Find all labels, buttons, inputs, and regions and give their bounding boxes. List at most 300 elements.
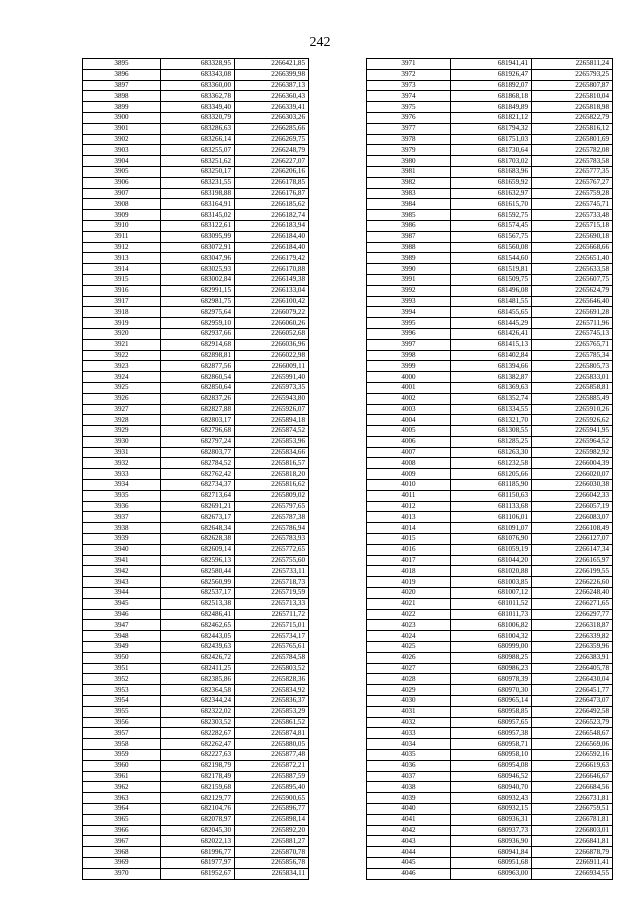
x-coordinate-cell: 683198,88 xyxy=(161,188,235,199)
point-number-cell: 3952 xyxy=(83,674,161,685)
point-number-cell: 3991 xyxy=(367,274,451,285)
x-coordinate-cell: 681952,67 xyxy=(161,868,235,879)
point-number-cell: 3938 xyxy=(83,523,161,534)
x-coordinate-cell: 681683,96 xyxy=(451,166,532,177)
table-row xyxy=(367,156,613,167)
x-coordinate-cell: 681730,64 xyxy=(451,145,532,156)
x-coordinate-cell: 682959,10 xyxy=(161,318,235,329)
table-row xyxy=(83,598,309,609)
y-coordinate-cell: 2266592,16 xyxy=(532,750,613,761)
y-coordinate-cell: 2266183,94 xyxy=(235,220,309,231)
y-coordinate-cell: 2266523,79 xyxy=(532,717,613,728)
y-coordinate-cell: 2265715,01 xyxy=(235,620,309,631)
y-coordinate-cell: 2265874,52 xyxy=(235,426,309,437)
x-coordinate-cell: 683047,96 xyxy=(161,253,235,264)
y-coordinate-cell: 2265646,40 xyxy=(532,296,613,307)
table-row xyxy=(83,674,309,685)
y-coordinate-cell: 2265715,18 xyxy=(532,220,613,231)
y-coordinate-cell: 2266911,41 xyxy=(532,857,613,868)
table-row xyxy=(83,717,309,728)
table-row xyxy=(367,642,613,653)
y-coordinate-cell: 2266731,81 xyxy=(532,793,613,804)
y-coordinate-cell: 2265816,57 xyxy=(235,458,309,469)
point-number-cell: 3914 xyxy=(83,264,161,275)
y-coordinate-cell: 2266473,07 xyxy=(532,696,613,707)
table-row xyxy=(367,847,613,858)
point-number-cell: 3946 xyxy=(83,609,161,620)
table-row xyxy=(83,750,309,761)
table-row xyxy=(83,102,309,113)
y-coordinate-cell: 2265765,61 xyxy=(235,642,309,653)
point-number-cell: 3917 xyxy=(83,296,161,307)
table-row xyxy=(367,350,613,361)
table-row xyxy=(367,739,613,750)
y-coordinate-cell: 2265818,98 xyxy=(532,102,613,113)
x-coordinate-cell: 683320,79 xyxy=(161,112,235,123)
y-coordinate-cell: 2265745,13 xyxy=(532,328,613,339)
point-number-cell: 3936 xyxy=(83,501,161,512)
table-row xyxy=(83,501,309,512)
y-coordinate-cell: 2266179,42 xyxy=(235,253,309,264)
x-coordinate-cell: 681133,68 xyxy=(451,501,532,512)
table-row xyxy=(83,620,309,631)
point-number-cell: 4017 xyxy=(367,555,451,566)
point-number-cell: 3971 xyxy=(367,59,451,70)
point-number-cell: 3924 xyxy=(83,372,161,383)
table-row xyxy=(367,480,613,491)
x-coordinate-cell: 680963,00 xyxy=(451,868,532,879)
table-row xyxy=(83,123,309,134)
point-number-cell: 3970 xyxy=(83,868,161,879)
y-coordinate-cell: 2266383,91 xyxy=(532,652,613,663)
x-coordinate-cell: 681703,02 xyxy=(451,156,532,167)
point-number-cell: 4007 xyxy=(367,447,451,458)
point-number-cell: 3993 xyxy=(367,296,451,307)
table-row xyxy=(83,652,309,663)
coordinates-table-body xyxy=(367,59,613,880)
x-coordinate-cell: 681892,07 xyxy=(451,80,532,91)
table-row xyxy=(83,145,309,156)
table-row xyxy=(367,836,613,847)
y-coordinate-cell: 2266036,96 xyxy=(235,339,309,350)
point-number-cell: 3942 xyxy=(83,566,161,577)
point-number-cell: 3963 xyxy=(83,793,161,804)
x-coordinate-cell: 680951,68 xyxy=(451,857,532,868)
x-coordinate-cell: 681977,97 xyxy=(161,857,235,868)
table-row xyxy=(83,469,309,480)
table-row xyxy=(83,328,309,339)
x-coordinate-cell: 681232,58 xyxy=(451,458,532,469)
y-coordinate-cell: 2265870,78 xyxy=(235,847,309,858)
point-number-cell: 3903 xyxy=(83,145,161,156)
x-coordinate-cell: 682762,42 xyxy=(161,469,235,480)
table-row xyxy=(367,782,613,793)
point-number-cell: 4043 xyxy=(367,836,451,847)
x-coordinate-cell: 681106,01 xyxy=(451,512,532,523)
point-number-cell: 3943 xyxy=(83,577,161,588)
y-coordinate-cell: 2266781,81 xyxy=(532,814,613,825)
x-coordinate-cell: 681821,12 xyxy=(451,112,532,123)
point-number-cell: 4013 xyxy=(367,512,451,523)
coordinates-table-left xyxy=(82,58,309,880)
y-coordinate-cell: 2265777,35 xyxy=(532,166,613,177)
point-number-cell: 4000 xyxy=(367,372,451,383)
y-coordinate-cell: 2266387,13 xyxy=(235,80,309,91)
point-number-cell: 4037 xyxy=(367,771,451,782)
table-row xyxy=(367,868,613,879)
y-coordinate-cell: 2265816,12 xyxy=(532,123,613,134)
table-row xyxy=(367,652,613,663)
x-coordinate-cell: 682385,86 xyxy=(161,674,235,685)
table-row xyxy=(83,361,309,372)
x-coordinate-cell: 681455,65 xyxy=(451,307,532,318)
point-number-cell: 4021 xyxy=(367,598,451,609)
point-number-cell: 3985 xyxy=(367,210,451,221)
point-number-cell: 4011 xyxy=(367,490,451,501)
y-coordinate-cell: 2265894,18 xyxy=(235,415,309,426)
y-coordinate-cell: 2266226,60 xyxy=(532,577,613,588)
table-row xyxy=(83,156,309,167)
table-row xyxy=(83,663,309,674)
x-coordinate-cell: 681632,97 xyxy=(451,188,532,199)
point-number-cell: 3965 xyxy=(83,814,161,825)
table-row xyxy=(83,458,309,469)
point-number-cell: 3987 xyxy=(367,231,451,242)
y-coordinate-cell: 2265755,60 xyxy=(235,555,309,566)
point-number-cell: 4034 xyxy=(367,739,451,750)
y-coordinate-cell: 2265898,14 xyxy=(235,814,309,825)
x-coordinate-cell: 682673,17 xyxy=(161,512,235,523)
y-coordinate-cell: 2266147,34 xyxy=(532,544,613,555)
x-coordinate-cell: 681308,55 xyxy=(451,426,532,437)
x-coordinate-cell: 680999,00 xyxy=(451,642,532,653)
y-coordinate-cell: 2265805,73 xyxy=(532,361,613,372)
x-coordinate-cell: 682914,68 xyxy=(161,339,235,350)
table-row xyxy=(83,803,309,814)
point-number-cell: 3953 xyxy=(83,685,161,696)
point-number-cell: 3990 xyxy=(367,264,451,275)
table-row xyxy=(367,123,613,134)
y-coordinate-cell: 2266042,33 xyxy=(532,490,613,501)
y-coordinate-cell: 2266178,85 xyxy=(235,177,309,188)
y-coordinate-cell: 2266303,26 xyxy=(235,112,309,123)
table-row xyxy=(83,307,309,318)
y-coordinate-cell: 2265783,93 xyxy=(235,534,309,545)
table-row xyxy=(367,372,613,383)
y-coordinate-cell: 2265833,01 xyxy=(532,372,613,383)
x-coordinate-cell: 681509,75 xyxy=(451,274,532,285)
point-number-cell: 3897 xyxy=(83,80,161,91)
point-number-cell: 3939 xyxy=(83,534,161,545)
point-number-cell: 3988 xyxy=(367,242,451,253)
y-coordinate-cell: 2266759,51 xyxy=(532,803,613,814)
point-number-cell: 3966 xyxy=(83,825,161,836)
x-coordinate-cell: 681334,55 xyxy=(451,404,532,415)
y-coordinate-cell: 2265818,20 xyxy=(235,469,309,480)
table-row xyxy=(83,857,309,868)
point-number-cell: 3978 xyxy=(367,134,451,145)
table-row xyxy=(367,404,613,415)
point-number-cell: 3947 xyxy=(83,620,161,631)
x-coordinate-cell: 683251,62 xyxy=(161,156,235,167)
point-number-cell: 3913 xyxy=(83,253,161,264)
y-coordinate-cell: 2266646,67 xyxy=(532,771,613,782)
table-row xyxy=(367,523,613,534)
table-row xyxy=(367,555,613,566)
coordinates-table-right xyxy=(366,58,613,880)
y-coordinate-cell: 2265785,34 xyxy=(532,350,613,361)
x-coordinate-cell: 682796,68 xyxy=(161,426,235,437)
y-coordinate-cell: 2266176,87 xyxy=(235,188,309,199)
table-row xyxy=(367,458,613,469)
x-coordinate-cell: 683122,61 xyxy=(161,220,235,231)
point-number-cell: 3962 xyxy=(83,782,161,793)
coordinates-table-body xyxy=(83,59,309,880)
point-number-cell: 4008 xyxy=(367,458,451,469)
y-coordinate-cell: 2265816,62 xyxy=(235,480,309,491)
point-number-cell: 4044 xyxy=(367,847,451,858)
table-row xyxy=(83,555,309,566)
y-coordinate-cell: 2265809,02 xyxy=(235,490,309,501)
point-number-cell: 4041 xyxy=(367,814,451,825)
y-coordinate-cell: 2265885,49 xyxy=(532,393,613,404)
x-coordinate-cell: 682991,15 xyxy=(161,285,235,296)
y-coordinate-cell: 2266421,85 xyxy=(235,59,309,70)
y-coordinate-cell: 2265926,62 xyxy=(532,415,613,426)
table-row xyxy=(367,382,613,393)
y-coordinate-cell: 2266149,38 xyxy=(235,274,309,285)
point-number-cell: 3973 xyxy=(367,80,451,91)
x-coordinate-cell: 682486,41 xyxy=(161,609,235,620)
x-coordinate-cell: 680954,08 xyxy=(451,760,532,771)
y-coordinate-cell: 2265784,58 xyxy=(235,652,309,663)
y-coordinate-cell: 2266934,55 xyxy=(532,868,613,879)
x-coordinate-cell: 681011,52 xyxy=(451,598,532,609)
point-number-cell: 3994 xyxy=(367,307,451,318)
y-coordinate-cell: 2266841,81 xyxy=(532,836,613,847)
x-coordinate-cell: 682227,63 xyxy=(161,750,235,761)
point-number-cell: 4028 xyxy=(367,674,451,685)
point-number-cell: 4046 xyxy=(367,868,451,879)
table-row xyxy=(367,620,613,631)
table-row xyxy=(367,102,613,113)
point-number-cell: 3934 xyxy=(83,480,161,491)
point-number-cell: 3976 xyxy=(367,112,451,123)
y-coordinate-cell: 2265786,94 xyxy=(235,523,309,534)
x-coordinate-cell: 681996,77 xyxy=(161,847,235,858)
y-coordinate-cell: 2265861,52 xyxy=(235,717,309,728)
table-row xyxy=(83,836,309,847)
y-coordinate-cell: 2265733,48 xyxy=(532,210,613,221)
y-coordinate-cell: 2266083,07 xyxy=(532,512,613,523)
x-coordinate-cell: 680965,14 xyxy=(451,696,532,707)
table-row xyxy=(83,231,309,242)
point-number-cell: 4032 xyxy=(367,717,451,728)
y-coordinate-cell: 2265880,05 xyxy=(235,739,309,750)
point-number-cell: 3940 xyxy=(83,544,161,555)
x-coordinate-cell: 683328,95 xyxy=(161,59,235,70)
x-coordinate-cell: 682045,30 xyxy=(161,825,235,836)
table-row xyxy=(367,210,613,221)
table-row xyxy=(367,285,613,296)
table-row xyxy=(367,534,613,545)
y-coordinate-cell: 2266100,42 xyxy=(235,296,309,307)
point-number-cell: 4018 xyxy=(367,566,451,577)
point-number-cell: 3920 xyxy=(83,328,161,339)
x-coordinate-cell: 681445,29 xyxy=(451,318,532,329)
point-number-cell: 3921 xyxy=(83,339,161,350)
x-coordinate-cell: 682078,97 xyxy=(161,814,235,825)
point-number-cell: 3992 xyxy=(367,285,451,296)
point-number-cell: 3904 xyxy=(83,156,161,167)
point-number-cell: 3964 xyxy=(83,803,161,814)
table-row xyxy=(83,577,309,588)
y-coordinate-cell: 2266360,43 xyxy=(235,91,309,102)
y-coordinate-cell: 2266052,68 xyxy=(235,328,309,339)
y-coordinate-cell: 2265895,40 xyxy=(235,782,309,793)
table-row xyxy=(83,339,309,350)
point-number-cell: 3951 xyxy=(83,663,161,674)
table-row xyxy=(83,220,309,231)
x-coordinate-cell: 680937,73 xyxy=(451,825,532,836)
x-coordinate-cell: 682129,77 xyxy=(161,793,235,804)
y-coordinate-cell: 2265874,81 xyxy=(235,728,309,739)
x-coordinate-cell: 682364,58 xyxy=(161,685,235,696)
x-coordinate-cell: 680957,38 xyxy=(451,728,532,739)
point-number-cell: 4026 xyxy=(367,652,451,663)
table-row xyxy=(83,285,309,296)
y-coordinate-cell: 2266199,55 xyxy=(532,566,613,577)
point-number-cell: 3996 xyxy=(367,328,451,339)
x-coordinate-cell: 681003,85 xyxy=(451,577,532,588)
y-coordinate-cell: 2265607,75 xyxy=(532,274,613,285)
y-coordinate-cell: 2265896,77 xyxy=(235,803,309,814)
x-coordinate-cell: 682877,56 xyxy=(161,361,235,372)
table-row xyxy=(83,199,309,210)
point-number-cell: 3955 xyxy=(83,706,161,717)
table-row xyxy=(367,199,613,210)
table-row xyxy=(83,177,309,188)
y-coordinate-cell: 2265668,66 xyxy=(532,242,613,253)
table-row xyxy=(367,566,613,577)
y-coordinate-cell: 2266185,62 xyxy=(235,199,309,210)
table-row xyxy=(83,685,309,696)
y-coordinate-cell: 2266297,77 xyxy=(532,609,613,620)
x-coordinate-cell: 682282,67 xyxy=(161,728,235,739)
point-number-cell: 4015 xyxy=(367,534,451,545)
point-number-cell: 3945 xyxy=(83,598,161,609)
point-number-cell: 3929 xyxy=(83,426,161,437)
x-coordinate-cell: 683002,84 xyxy=(161,274,235,285)
table-row xyxy=(83,534,309,545)
point-number-cell: 4004 xyxy=(367,415,451,426)
point-number-cell: 4024 xyxy=(367,631,451,642)
x-coordinate-cell: 682734,37 xyxy=(161,480,235,491)
x-coordinate-cell: 680970,30 xyxy=(451,685,532,696)
point-number-cell: 3898 xyxy=(83,91,161,102)
point-number-cell: 3916 xyxy=(83,285,161,296)
x-coordinate-cell: 682439,63 xyxy=(161,642,235,653)
table-row xyxy=(83,382,309,393)
y-coordinate-cell: 2265926,07 xyxy=(235,404,309,415)
y-coordinate-cell: 2266492,58 xyxy=(532,706,613,717)
y-coordinate-cell: 2265782,08 xyxy=(532,145,613,156)
x-coordinate-cell: 681402,84 xyxy=(451,350,532,361)
table-row xyxy=(367,264,613,275)
point-number-cell: 4025 xyxy=(367,642,451,653)
point-number-cell: 3979 xyxy=(367,145,451,156)
y-coordinate-cell: 2265772,65 xyxy=(235,544,309,555)
table-row xyxy=(367,361,613,372)
point-number-cell: 3905 xyxy=(83,166,161,177)
table-row xyxy=(367,857,613,868)
point-number-cell: 3984 xyxy=(367,199,451,210)
x-coordinate-cell: 680986,23 xyxy=(451,663,532,674)
point-number-cell: 3989 xyxy=(367,253,451,264)
table-row xyxy=(83,728,309,739)
x-coordinate-cell: 681321,70 xyxy=(451,415,532,426)
y-coordinate-cell: 2266318,87 xyxy=(532,620,613,631)
table-row xyxy=(367,631,613,642)
point-number-cell: 3907 xyxy=(83,188,161,199)
table-row xyxy=(367,544,613,555)
x-coordinate-cell: 681481,55 xyxy=(451,296,532,307)
table-row xyxy=(367,814,613,825)
x-coordinate-cell: 681020,88 xyxy=(451,566,532,577)
x-coordinate-cell: 682803,17 xyxy=(161,415,235,426)
x-coordinate-cell: 682713,64 xyxy=(161,490,235,501)
y-coordinate-cell: 2266108,49 xyxy=(532,523,613,534)
point-number-cell: 3974 xyxy=(367,91,451,102)
point-number-cell: 4005 xyxy=(367,426,451,437)
y-coordinate-cell: 2265900,65 xyxy=(235,793,309,804)
y-coordinate-cell: 2265719,59 xyxy=(235,588,309,599)
x-coordinate-cell: 682443,05 xyxy=(161,631,235,642)
table-row xyxy=(83,436,309,447)
table-row xyxy=(367,674,613,685)
point-number-cell: 3915 xyxy=(83,274,161,285)
table-row xyxy=(83,793,309,804)
table-row xyxy=(83,80,309,91)
x-coordinate-cell: 681006,82 xyxy=(451,620,532,631)
point-number-cell: 3986 xyxy=(367,220,451,231)
table-row xyxy=(83,771,309,782)
table-row xyxy=(367,296,613,307)
table-row xyxy=(367,253,613,264)
table-row xyxy=(367,80,613,91)
point-number-cell: 4003 xyxy=(367,404,451,415)
table-row xyxy=(83,609,309,620)
point-number-cell: 3967 xyxy=(83,836,161,847)
table-row xyxy=(367,706,613,717)
table-row xyxy=(83,112,309,123)
point-number-cell: 3975 xyxy=(367,102,451,113)
table-row xyxy=(367,112,613,123)
x-coordinate-cell: 681592,75 xyxy=(451,210,532,221)
point-number-cell: 3912 xyxy=(83,242,161,253)
y-coordinate-cell: 2265834,66 xyxy=(235,447,309,458)
table-row xyxy=(367,490,613,501)
x-coordinate-cell: 682159,68 xyxy=(161,782,235,793)
table-row xyxy=(367,469,613,480)
y-coordinate-cell: 2265943,80 xyxy=(235,393,309,404)
table-row xyxy=(83,59,309,70)
x-coordinate-cell: 681751,03 xyxy=(451,134,532,145)
table-row xyxy=(83,588,309,599)
table-row xyxy=(367,501,613,512)
table-row xyxy=(83,814,309,825)
y-coordinate-cell: 2265822,79 xyxy=(532,112,613,123)
